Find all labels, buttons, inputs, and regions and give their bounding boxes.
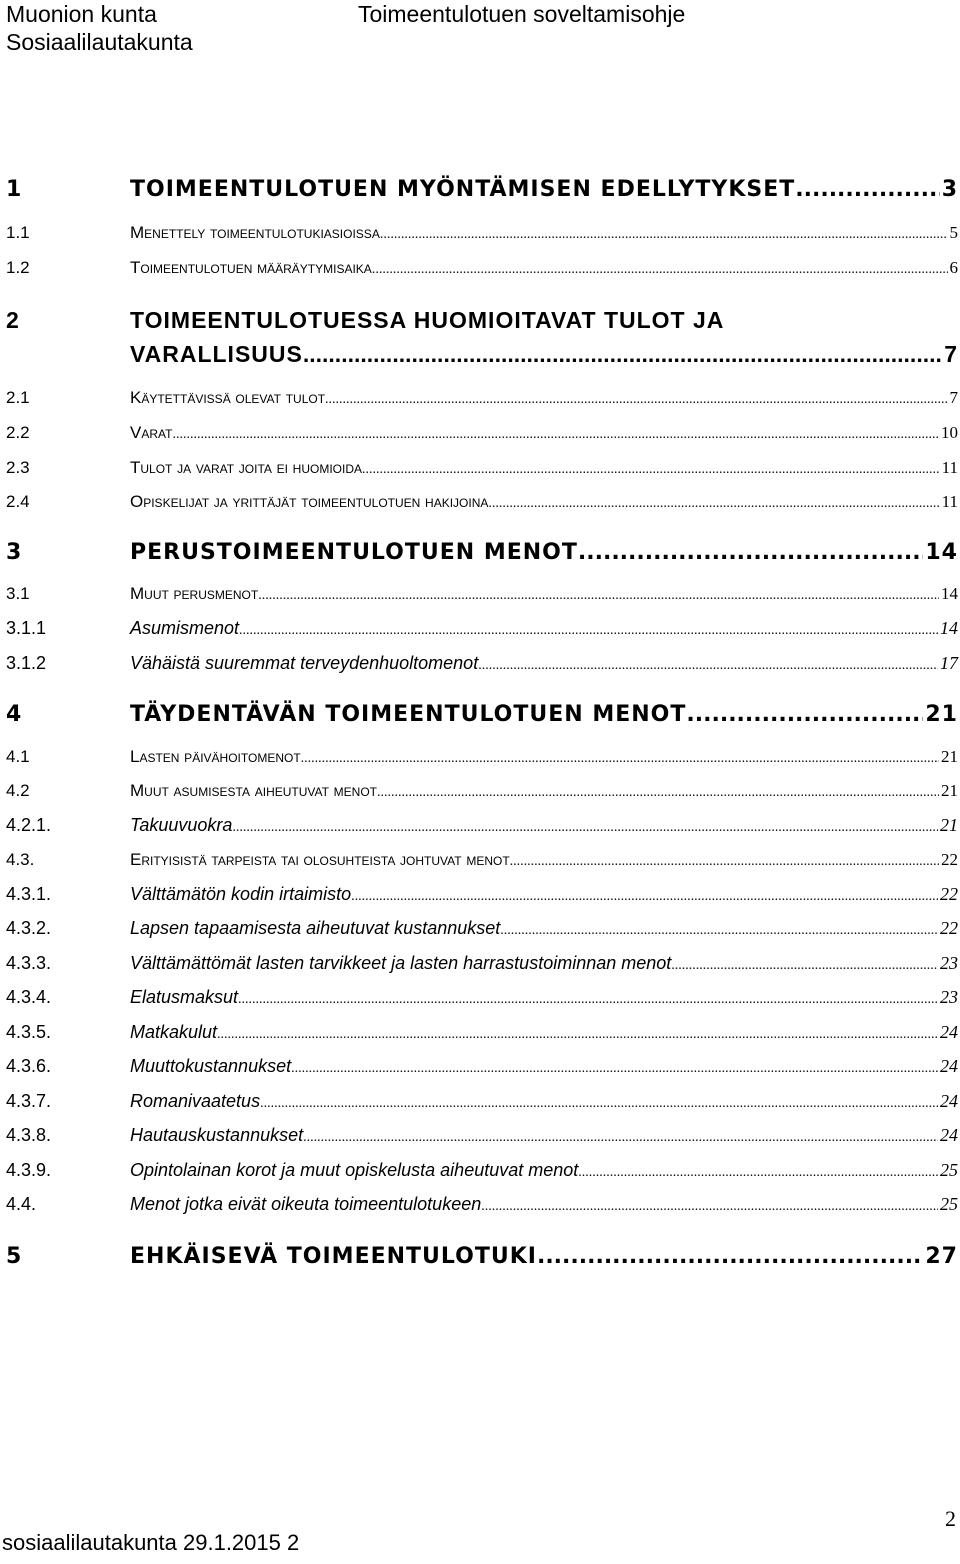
toc-leader bbox=[232, 820, 938, 836]
toc-number: 4.4. bbox=[6, 1194, 37, 1214]
toc-page: 21 bbox=[941, 781, 958, 800]
toc-number: 2.2 bbox=[6, 423, 30, 442]
toc-number: 4.1 bbox=[6, 747, 30, 766]
toc-title: Lapsen tapaamisesta aiheutuvat kustannukset bbox=[130, 918, 501, 938]
toc-number: 3 bbox=[6, 540, 23, 565]
toc-number: 4.3.9. bbox=[6, 1160, 52, 1180]
toc-leader bbox=[260, 1096, 938, 1112]
toc-page: 7 bbox=[944, 341, 958, 367]
toc-leader bbox=[481, 1199, 938, 1215]
toc-leader bbox=[372, 262, 948, 278]
toc-entry-3-1[interactable] bbox=[6, 584, 958, 604]
toc-title: Tulot ja varat joita ei huomioida bbox=[130, 458, 363, 477]
toc-number: 4.3.6. bbox=[6, 1056, 52, 1076]
toc-title: Elatusmaksut bbox=[130, 987, 239, 1007]
toc-entry-4-3-5[interactable] bbox=[6, 1022, 958, 1043]
toc-page: 25 bbox=[940, 1194, 958, 1214]
page-header bbox=[6, 0, 946, 60]
page-number: 2 bbox=[945, 1506, 956, 1531]
toc-number: 4.3.7. bbox=[6, 1091, 52, 1111]
toc-entry-4-3-1[interactable] bbox=[6, 884, 958, 905]
toc-title: Takuuvuokra bbox=[130, 815, 233, 835]
toc-page: 27 bbox=[925, 1244, 958, 1269]
toc-page: 11 bbox=[941, 492, 958, 511]
toc-title: Muut perusmenot bbox=[130, 584, 259, 603]
toc-leader bbox=[671, 958, 938, 974]
toc-number: 4.3.3. bbox=[6, 953, 52, 973]
toc-entry-4-3-7[interactable] bbox=[6, 1091, 958, 1112]
toc-entry-4-3[interactable] bbox=[6, 850, 958, 870]
toc-page: 14 bbox=[940, 618, 958, 638]
toc-entry-4-1[interactable] bbox=[6, 747, 958, 767]
toc-page: 24 bbox=[940, 1022, 958, 1042]
toc-title: Erityisistä tarpeista tai olosuhteista johtuvat menot bbox=[130, 850, 510, 869]
toc-page: 14 bbox=[941, 584, 958, 603]
toc-title: Toimeentulotuen määräytymisaika bbox=[130, 258, 372, 277]
toc-page: 22 bbox=[941, 850, 958, 869]
toc-page: 22 bbox=[940, 884, 958, 904]
toc-number: 3.1.2 bbox=[6, 653, 47, 673]
organization-name: Muonion kunta bbox=[6, 1, 157, 27]
toc-number: 2.3 bbox=[6, 458, 30, 477]
toc-number: 4.3.1. bbox=[6, 884, 52, 904]
toc-leader bbox=[325, 392, 947, 408]
document-title: Toimeentulotuen soveltamisohje bbox=[358, 1, 686, 27]
toc-entry-2-4[interactable] bbox=[6, 492, 958, 512]
toc-leader bbox=[500, 923, 938, 939]
toc-leader bbox=[578, 1165, 938, 1181]
toc-number: 4.3. bbox=[6, 850, 35, 869]
toc-title: Välttämätön kodin irtaimisto bbox=[130, 884, 352, 904]
toc-number: 4.3.2. bbox=[6, 918, 52, 938]
toc-page: 23 bbox=[940, 987, 958, 1007]
toc-page: 24 bbox=[940, 1125, 958, 1145]
toc-entry-2-1[interactable] bbox=[6, 388, 958, 408]
toc-number: 2.4 bbox=[6, 492, 30, 511]
toc-leader bbox=[239, 623, 938, 639]
toc-page: 22 bbox=[940, 918, 958, 938]
toc-leader bbox=[238, 992, 938, 1008]
toc-leader bbox=[172, 427, 939, 443]
toc-title: Hautauskustannukset bbox=[130, 1125, 304, 1145]
toc-number: 4.3.8. bbox=[6, 1125, 52, 1145]
toc-entry-1-2[interactable] bbox=[6, 258, 958, 278]
toc-title-line1: TOIMEENTULOTUESSA HUOMIOITAVAT TULOT JA bbox=[130, 307, 725, 333]
toc-page: 10 bbox=[941, 423, 958, 442]
unit-name: Sosiaalilautakunta bbox=[6, 29, 193, 55]
page-footer: sosiaalilautakunta 29.1.2015 2 bbox=[2, 1530, 300, 1555]
toc-title: Muuttokustannukset bbox=[130, 1056, 292, 1076]
toc-entry-4-3-2[interactable] bbox=[6, 918, 958, 939]
toc-entry-4-3-9[interactable] bbox=[6, 1160, 958, 1181]
toc-entry-4-4[interactable] bbox=[6, 1194, 958, 1215]
toc-page: 7 bbox=[949, 388, 958, 407]
toc-leader bbox=[380, 227, 948, 243]
toc-leader bbox=[510, 854, 939, 870]
toc-title: PERUSTOIMEENTULOTUEN MENOT bbox=[130, 540, 578, 565]
toc-title: Vähäistä suuremmat terveydenhuoltomenot bbox=[130, 653, 479, 673]
toc-title: Romanivaatetus bbox=[130, 1091, 261, 1111]
toc-leader bbox=[537, 1244, 923, 1269]
toc-number: 3.1 bbox=[6, 584, 30, 603]
toc-page: 24 bbox=[940, 1091, 958, 1111]
toc-title-line2: VARALLISUUS bbox=[130, 341, 303, 367]
toc-number: 4.3.5. bbox=[6, 1022, 52, 1042]
toc-entry-3-1-1[interactable] bbox=[6, 618, 958, 639]
toc-number: 2.1 bbox=[6, 388, 30, 407]
toc-title: Muut asumisesta aiheutuvat menot bbox=[130, 781, 378, 800]
toc-title: Lasten päivähoitomenot bbox=[130, 747, 301, 766]
toc-leader bbox=[303, 341, 942, 368]
toc-page: 21 bbox=[941, 747, 958, 766]
toc-entry-4-3-3[interactable] bbox=[6, 953, 958, 974]
toc-leader bbox=[301, 751, 939, 767]
toc-title: Käytettävissä olevat tulot bbox=[130, 388, 326, 407]
toc-leader bbox=[578, 540, 923, 565]
toc-entry-2-2[interactable] bbox=[6, 423, 958, 443]
toc-title: Matkakulut bbox=[130, 1022, 218, 1042]
toc-page: 3 bbox=[941, 177, 958, 202]
toc-leader bbox=[217, 1027, 938, 1043]
toc-number: 1.2 bbox=[6, 258, 30, 277]
toc-page: 17 bbox=[940, 653, 958, 673]
toc-page: 21 bbox=[940, 815, 958, 835]
toc-title: TÄYDENTÄVÄN TOIMEENTULOTUEN MENOT bbox=[130, 702, 687, 727]
toc-leader bbox=[377, 785, 939, 801]
toc-number: 4.3.4. bbox=[6, 987, 52, 1007]
toc-title: Menettely toimeentulotukiasioissa bbox=[130, 223, 380, 242]
toc-title: Varat bbox=[130, 423, 173, 442]
toc-leader bbox=[686, 702, 923, 727]
toc-entry-5[interactable] bbox=[6, 1244, 958, 1269]
toc-number: 1.1 bbox=[6, 223, 30, 242]
toc-entry-3[interactable] bbox=[6, 540, 958, 565]
toc-number: 2 bbox=[6, 307, 20, 333]
toc-title: Välttämättömät lasten tarvikkeet ja lasten harrastustoiminnan menot bbox=[130, 953, 672, 973]
toc-page: 25 bbox=[940, 1160, 958, 1180]
toc-leader bbox=[362, 462, 940, 478]
toc-entry-1[interactable] bbox=[6, 177, 958, 202]
toc-number: 4 bbox=[6, 702, 23, 727]
toc-page: 23 bbox=[940, 953, 958, 973]
toc-title: TOIMEENTULOTUEN MYÖNTÄMISEN EDELLYTYKSET bbox=[130, 177, 796, 202]
toc-leader bbox=[488, 496, 939, 512]
toc-title: Opintolainan korot ja muut opiskelusta aiheutuvat menot bbox=[130, 1160, 579, 1180]
toc-leader bbox=[303, 1130, 938, 1146]
toc-leader bbox=[258, 588, 939, 604]
toc-entry-1-1[interactable] bbox=[6, 223, 958, 243]
toc-page: 11 bbox=[941, 458, 958, 477]
toc-leader bbox=[795, 177, 939, 202]
toc-leader bbox=[478, 658, 938, 674]
toc-number: 3.1.1 bbox=[6, 618, 47, 638]
toc-entry-4-3-6[interactable] bbox=[6, 1056, 958, 1077]
toc-entry-2-3[interactable] bbox=[6, 458, 958, 478]
toc-page: 5 bbox=[949, 223, 958, 242]
toc-entry-4-2-1[interactable] bbox=[6, 815, 958, 836]
toc-entry-4[interactable] bbox=[6, 702, 958, 727]
toc-entry-4-3-8[interactable] bbox=[6, 1125, 958, 1146]
toc-number: 4.2.1. bbox=[6, 815, 52, 835]
toc-entry-3-1-2[interactable] bbox=[6, 653, 958, 674]
toc-leader bbox=[291, 1061, 938, 1077]
toc-title: EHKÄISEVÄ TOIMEENTULOTUKI bbox=[130, 1244, 537, 1269]
toc-leader bbox=[351, 889, 938, 905]
toc-title: Opiskelijat ja yrittäjät toimeentulotuen hakijoina bbox=[130, 492, 489, 511]
toc-page: 14 bbox=[925, 540, 958, 565]
toc-page: 21 bbox=[925, 702, 958, 727]
toc-entry-4-3-4[interactable] bbox=[6, 987, 958, 1008]
toc-page: 6 bbox=[949, 258, 958, 277]
toc-title: Menot jotka eivät oikeuta toimeentulotukeen bbox=[130, 1194, 482, 1214]
toc-title: Asumismenot bbox=[130, 618, 240, 638]
toc-number: 5 bbox=[6, 1244, 23, 1269]
toc-page: 24 bbox=[940, 1056, 958, 1076]
toc-number: 4.2 bbox=[6, 781, 30, 800]
toc-entry-4-2[interactable] bbox=[6, 781, 958, 801]
toc-number: 1 bbox=[6, 177, 23, 202]
